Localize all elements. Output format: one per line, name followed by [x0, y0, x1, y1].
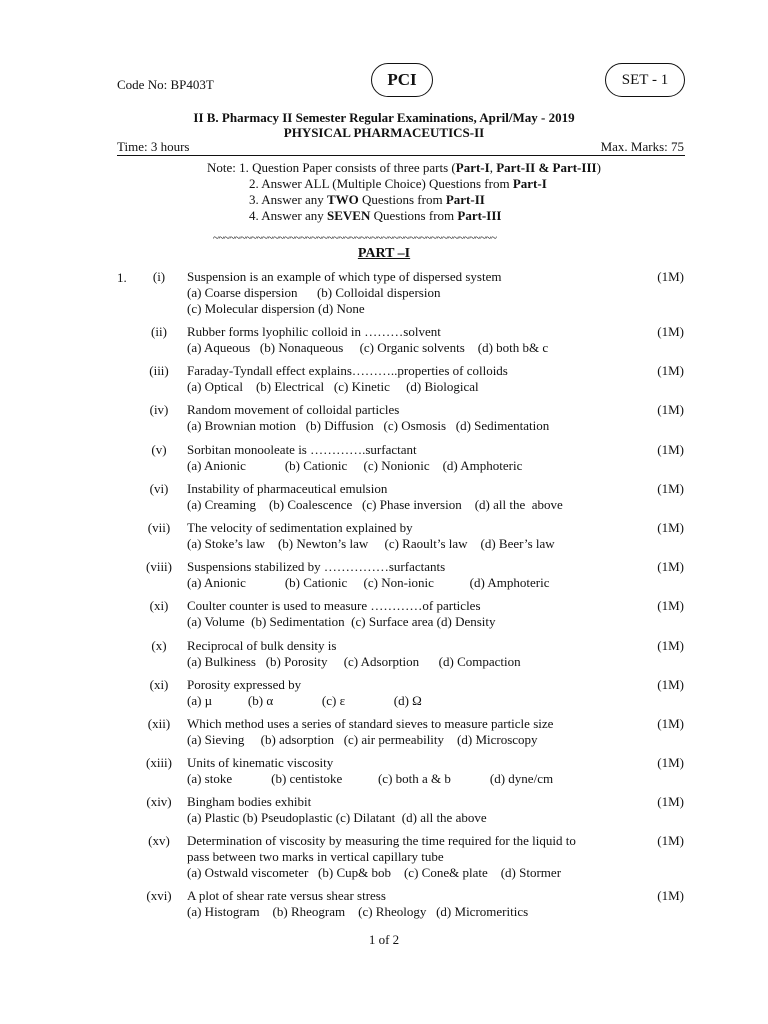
question-body: [187, 402, 627, 434]
question-text: Reciprocal of bulk density is: [187, 637, 337, 653]
question-text: Bingham bodies exhibit: [187, 794, 312, 810]
question-marks: (1M): [657, 519, 684, 535]
question-subnumber: (viii): [146, 559, 172, 575]
question-list: [0, 269, 768, 928]
question-options: (a) Bulkiness (b) Porosity (c) Adsorption (d) Compaction: [187, 653, 521, 669]
question-item: [0, 324, 768, 363]
instructions-note: [207, 160, 601, 224]
question-options: (a) Creaming (b) Coalescence (c) Phase inversion (d) all the above: [187, 496, 563, 512]
question-item: [0, 794, 768, 833]
question-item: [0, 888, 768, 927]
question-text: Suspensions stabilized by ……………surfactants: [187, 559, 446, 575]
question-number: 1.: [117, 270, 127, 285]
question-subnumber: (iv): [149, 402, 169, 418]
question-marks: (1M): [657, 363, 684, 379]
question-text: Units of kinematic viscosity: [187, 755, 334, 771]
question-item: [0, 559, 768, 598]
question-body: [187, 520, 627, 552]
question-options: (a) Aqueous (b) Nonaqueous (c) Organic solvents (d) both b& c: [187, 340, 549, 355]
note-line-4: 4. Answer any SEVEN Questions from Part-III: [249, 208, 502, 223]
part-heading: PART –I: [357, 246, 411, 261]
page-number: 1 of 2: [368, 932, 400, 947]
question-text: Porosity expressed by: [187, 676, 302, 692]
question-options-continued: (c) Molecular dispersion (d) None: [187, 301, 365, 316]
question-marks: (1M): [657, 269, 684, 284]
question-marks: (1M): [657, 480, 684, 496]
note-line-1: Note: 1. Question Paper consists of three parts (Part-I, Part-II & Part-III): [207, 160, 601, 175]
question-item: [0, 520, 768, 559]
question-options: (a) Histogram (b) Rheogram (c) Rheology (d) Micromeritics: [187, 904, 529, 920]
question-subnumber: (xiii): [146, 755, 172, 771]
question-body: [187, 716, 627, 748]
tilde-separator: ~~~~~~~~~~~~~~~~~~~~~~~~~~~~~~~~~~~~~~~~~~~~~~~~~~~~: [213, 232, 497, 244]
question-body: [187, 638, 627, 670]
question-subnumber: (xiv): [146, 794, 172, 810]
question-body: [187, 269, 627, 317]
question-marks: (1M): [657, 598, 684, 614]
question-text: Determination of viscosity by measuring the time required for the liquid to: [187, 833, 576, 849]
question-item: [0, 481, 768, 520]
question-options: (a) Volume (b) Sedimentation (c) Surface area (d) Density: [187, 614, 496, 630]
question-subnumber: (x): [151, 637, 167, 653]
question-text: Sorbitan monooleate is ………….surfactant: [187, 441, 417, 457]
question-subnumber: (vii): [147, 519, 171, 535]
question-options: (a) Anionic (b) Cationic (c) Nonionic (d) Amphoteric: [187, 457, 523, 473]
question-item: [0, 638, 768, 677]
question-item: [0, 677, 768, 716]
question-text: Faraday-Tyndall effect explains………..properties of colloids: [187, 363, 508, 379]
question-options: (a) Sieving (b) adsorption (c) air permeability (d) Microscopy: [187, 731, 538, 747]
question-body: [187, 559, 627, 591]
question-item: [0, 363, 768, 402]
note-line-3: 3. Answer any TWO Questions from Part-II: [249, 192, 485, 207]
question-marks: (1M): [657, 441, 684, 457]
question-marks: (1M): [657, 888, 684, 904]
question-body: [187, 794, 627, 826]
question-body: [187, 324, 627, 356]
question-text: Coulter counter is used to measure …………of particles: [187, 598, 481, 614]
set-badge-label: SET - 1: [621, 72, 669, 88]
question-options: (a) Stoke’s law (b) Newton’s law (c) Raoult’s law (d) Beer’s law: [187, 535, 555, 551]
question-text: Random movement of colloidal particles: [187, 402, 400, 418]
question-item: [0, 269, 768, 324]
question-item: [0, 442, 768, 481]
question-options: (a) µ (b) α (c) ε (d) Ω: [187, 692, 422, 708]
question-marks: (1M): [657, 559, 684, 575]
question-text: Instability of pharmaceutical emulsion: [187, 480, 388, 496]
subject-title: PHYSICAL PHARMACEUTICS-II: [283, 125, 485, 140]
pci-badge: [371, 63, 433, 97]
question-options: (a) Coarse dispersion (b) Colloidal dispersion: [187, 285, 441, 300]
question-text: Suspension is an example of which type of dispersed system: [187, 269, 502, 284]
question-options: (a) Ostwald viscometer (b) Cup& bob (c) Cone& plate (d) Stormer: [187, 865, 562, 881]
question-marks: (1M): [657, 755, 684, 771]
question-text: The velocity of sedimentation explained by: [187, 519, 413, 535]
question-subnumber: (ii): [151, 324, 167, 339]
question-marks: (1M): [657, 833, 684, 849]
question-text-continued: pass between two marks in vertical capillary tube: [187, 849, 444, 865]
question-body: [187, 677, 627, 709]
header-divider: [117, 155, 685, 156]
question-body: [187, 442, 627, 474]
question-marks: (1M): [657, 676, 684, 692]
question-text: Which method uses a series of standard sieves to measure particle size: [187, 715, 554, 731]
question-marks: (1M): [657, 794, 684, 810]
code-number: Code No: BP403T: [117, 77, 214, 92]
set-badge: [605, 63, 685, 97]
question-subnumber: (xvi): [146, 888, 172, 904]
question-item: [0, 402, 768, 441]
question-subnumber: (v): [151, 441, 167, 457]
question-item: [0, 716, 768, 755]
question-body: [187, 833, 627, 881]
question-marks: (1M): [657, 637, 684, 653]
question-options: (a) stoke (b) centistoke (c) both a & b (d) dyne/cm: [187, 771, 554, 787]
question-subnumber: (vi): [149, 480, 169, 496]
question-marks: (1M): [657, 715, 684, 731]
question-body: [187, 481, 627, 513]
question-options: (a) Brownian motion (b) Diffusion (c) Osmosis (d) Sedimentation: [187, 418, 550, 434]
max-marks: Max. Marks: 75: [600, 139, 684, 154]
question-marks: (1M): [657, 402, 684, 418]
question-text: A plot of shear rate versus shear stress: [187, 888, 386, 904]
question-subnumber: (iii): [149, 363, 169, 379]
question-item: [0, 755, 768, 794]
question-options: (a) Plastic (b) Pseudoplastic (c) Dilatant (d) all the above: [187, 810, 487, 826]
question-item: [0, 833, 768, 888]
question-options: (a) Anionic (b) Cationic (c) Non-ionic (d) Amphoteric: [187, 575, 550, 591]
question-subnumber: (i): [152, 269, 166, 284]
question-body: [187, 888, 627, 920]
question-text: Rubber forms lyophilic colloid in ………solvent: [187, 324, 441, 339]
exam-duration: Time: 3 hours: [117, 139, 190, 154]
question-subnumber: (xi): [149, 676, 169, 692]
question-marks: (1M): [657, 324, 684, 339]
question-subnumber: (xii): [147, 715, 171, 731]
question-subnumber: (xi): [149, 598, 169, 614]
exam-title: II B. Pharmacy II Semester Regular Examinations, April/May - 2019: [193, 110, 575, 125]
pci-badge-label: PCI: [387, 70, 417, 89]
question-body: [187, 598, 627, 630]
question-subnumber: (xv): [148, 833, 170, 849]
note-line-2: 2. Answer ALL (Multiple Choice) Questions from Part-I: [249, 176, 547, 191]
question-options: (a) Optical (b) Electrical (c) Kinetic (d) Biological: [187, 379, 479, 395]
question-body: [187, 755, 627, 787]
question-item: [0, 598, 768, 637]
question-body: [187, 363, 627, 395]
